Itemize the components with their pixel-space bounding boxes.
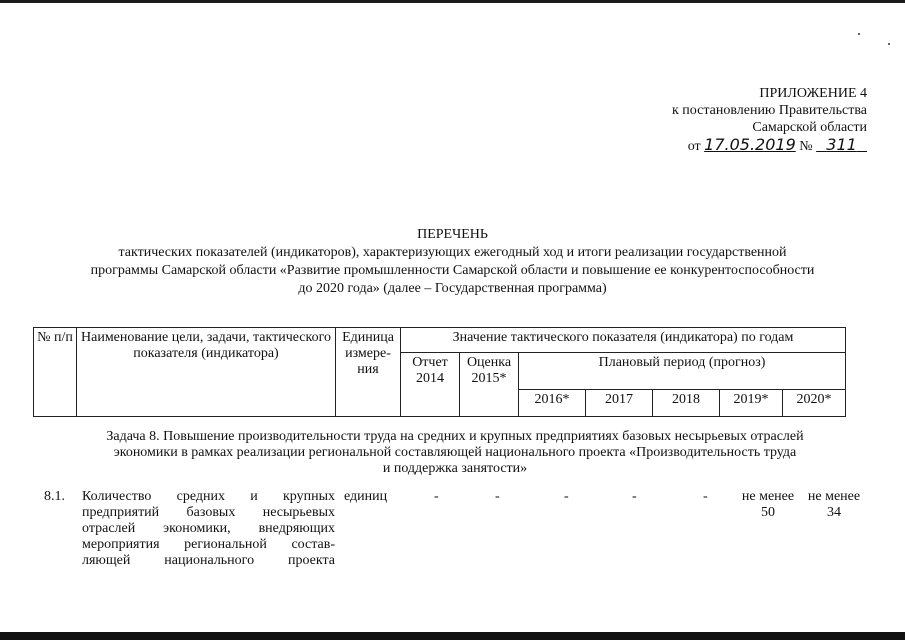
indicator-name-line: отраслей экономики, внедряющих [82,521,335,536]
task-line: Задача 8. Повышение производительности труда на средних и крупных предприятиях базовых несырьевых отраслей [106,429,804,444]
scan-speck [888,43,890,45]
value-dash-2018: - [703,489,708,504]
row-unit: единиц [344,489,388,504]
header-year: 2018 [653,390,720,417]
header-year: 2019* [720,390,783,417]
value-2020 [803,489,865,521]
appendix-date-line [600,136,867,155]
task-line: экономики в рамках реализации региональной составляющей национального проекта «Производительность труда [113,445,797,460]
scan-bottom-border [0,632,905,640]
value-2020-label: не менее [807,489,861,504]
indicator-name-line: Количество средних и крупных [82,489,335,504]
indicator-name-line: ляющей национального проекта [82,553,335,568]
value-dash-2016: - [564,489,569,504]
number-prefix: № [799,139,813,154]
number-value: 311 [826,135,857,154]
header-num: № п/п [34,328,77,417]
appendix-title: ПРИЛОЖЕНИЕ 4 [759,86,867,101]
value-dash-2014: - [434,489,439,504]
row-number: 8.1. [44,489,65,504]
value-2019-number: 50 [761,505,775,520]
handwritten-date: 17.05.2019 [704,135,796,154]
header-unit: Единица измере-ния [336,328,401,417]
indicator-name-line: мероприятия региональной состав- [82,537,335,552]
value-2019 [737,489,799,521]
value-dash-2017: - [632,489,637,504]
value-2019-label: не менее [741,489,795,504]
date-prefix: от [687,139,701,154]
indicator-name-line: предприятий базовых несырьевых [82,505,335,520]
indicators-table-header [33,327,846,417]
header-report-2014: Отчет 2014 [401,353,460,417]
header-year: 2020* [783,390,846,417]
title-line: тактических показателей (индикаторов), характеризующих ежегодный ход и итоги реализации государственной [118,245,787,260]
appendix-block [600,85,867,155]
header-name: Наименование цели, задачи, тактического показателя (индикатора) [77,328,336,417]
scan-speck [858,33,860,35]
value-2020-number: 34 [827,505,841,520]
header-values: Значение тактического показателя (индикатора) по годам [401,328,846,353]
scan-top-border [0,0,905,3]
header-estimate-2015: Оценка 2015* [460,353,519,417]
task-line: и поддержка занятости» [382,461,528,476]
title-line: до 2020 года» (далее – Государственная программа) [298,281,607,296]
header-plan-period: Плановый период (прогноз) [519,353,846,390]
header-year: 2016* [519,390,586,417]
title-heading: ПЕРЕЧЕНЬ [417,227,488,242]
value-dash-2015: - [495,489,500,504]
header-year: 2017 [586,390,653,417]
title-line: программы Самарской области «Развитие промышленности Самарской области и повышение ее конкурентоспособности [90,263,815,278]
document-title [30,226,875,298]
appendix-line: Самарской области [752,120,867,135]
row-indicator-name [82,489,335,569]
task-heading [40,429,870,477]
handwritten-number [816,135,867,154]
appendix-line: к постановлению Правительства [671,103,867,118]
